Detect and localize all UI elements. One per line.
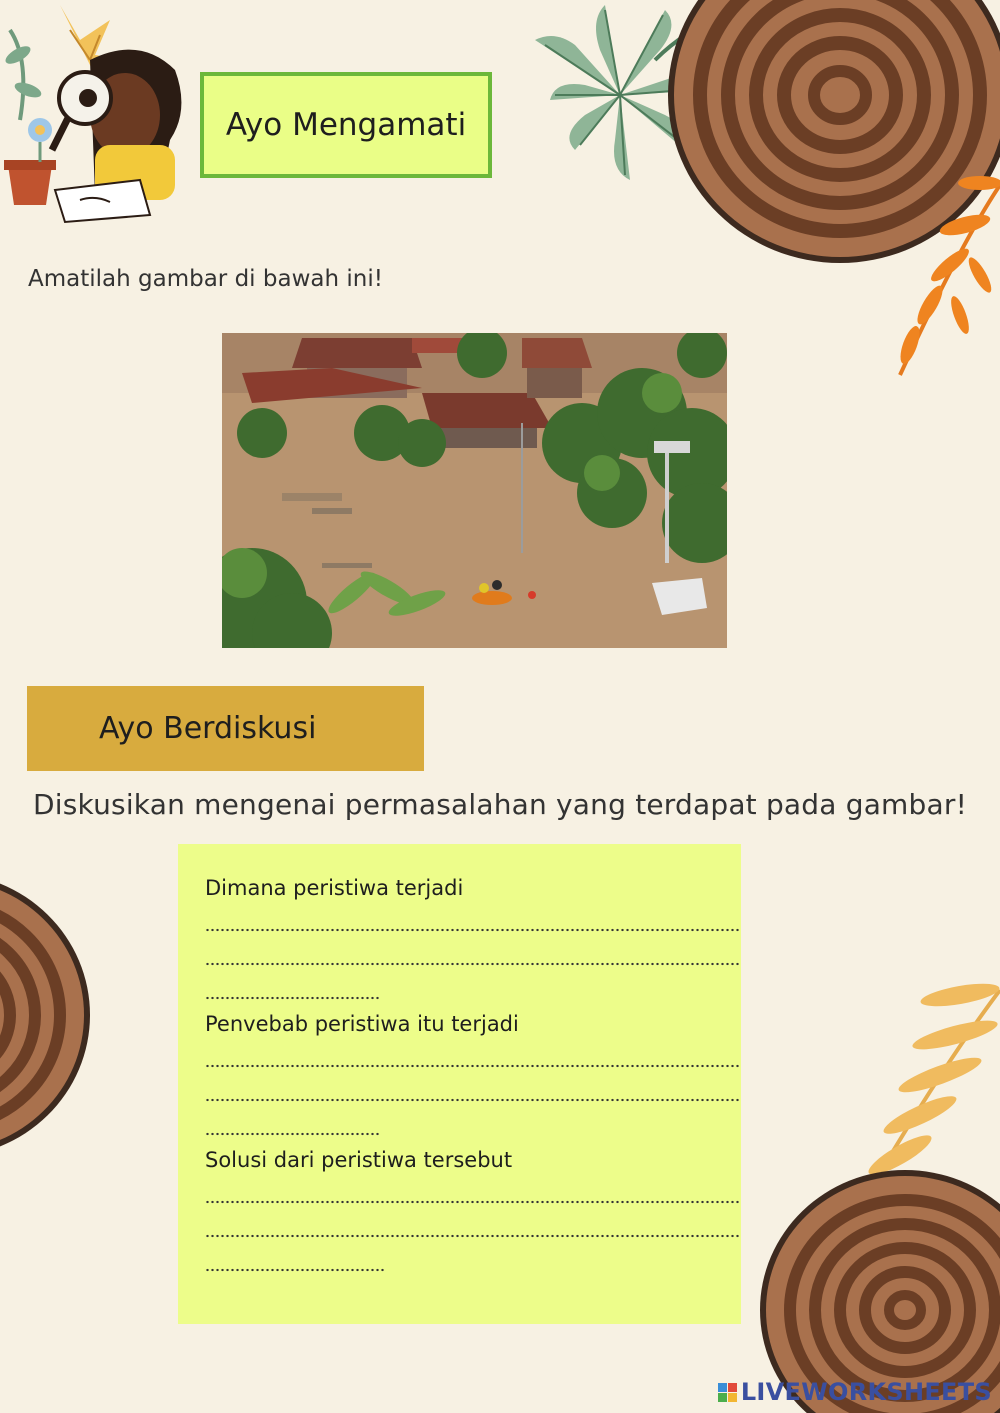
wood-log-left bbox=[0, 870, 95, 1160]
yellow-leaves-bottom-right bbox=[830, 970, 1000, 1195]
wood-log-bottom-right bbox=[755, 1170, 1000, 1413]
discussion-section-box bbox=[27, 686, 424, 771]
girl-magnifier-illustration bbox=[0, 0, 200, 225]
answer-line[interactable] bbox=[205, 1098, 741, 1102]
answer-line[interactable] bbox=[205, 1234, 741, 1238]
answer-box bbox=[178, 844, 741, 1324]
instruction-text: Amatilah gambar di bawah ini! bbox=[28, 266, 383, 292]
answer-line[interactable] bbox=[205, 996, 381, 1000]
page-title: Ayo Mengamati bbox=[225, 107, 467, 143]
discussion-prompt: Diskusikan mengenai permasalahan yang terdapat pada gambar! bbox=[33, 788, 967, 821]
discussion-title: Ayo Berdiskusi bbox=[99, 711, 317, 746]
liveworksheets-icon bbox=[718, 1383, 737, 1402]
orange-leaves-right bbox=[880, 165, 1000, 390]
brand-text: LIVEWORKSHEETS bbox=[740, 1378, 992, 1406]
title-box bbox=[200, 72, 492, 178]
flood-photo bbox=[222, 333, 727, 648]
answer-line[interactable] bbox=[205, 1268, 386, 1272]
answer-line[interactable] bbox=[205, 962, 741, 966]
answer-line[interactable] bbox=[205, 1132, 381, 1136]
liveworksheets-logo bbox=[718, 1378, 992, 1406]
answer-line[interactable] bbox=[205, 1200, 741, 1204]
answer-line[interactable] bbox=[205, 1064, 741, 1068]
question-2: Penvebab peristiwa itu terjadi bbox=[205, 1012, 519, 1036]
answer-line[interactable] bbox=[205, 928, 741, 932]
question-3: Solusi dari peristiwa tersebut bbox=[205, 1148, 513, 1172]
question-1: Dimana peristiwa terjadi bbox=[205, 876, 464, 900]
